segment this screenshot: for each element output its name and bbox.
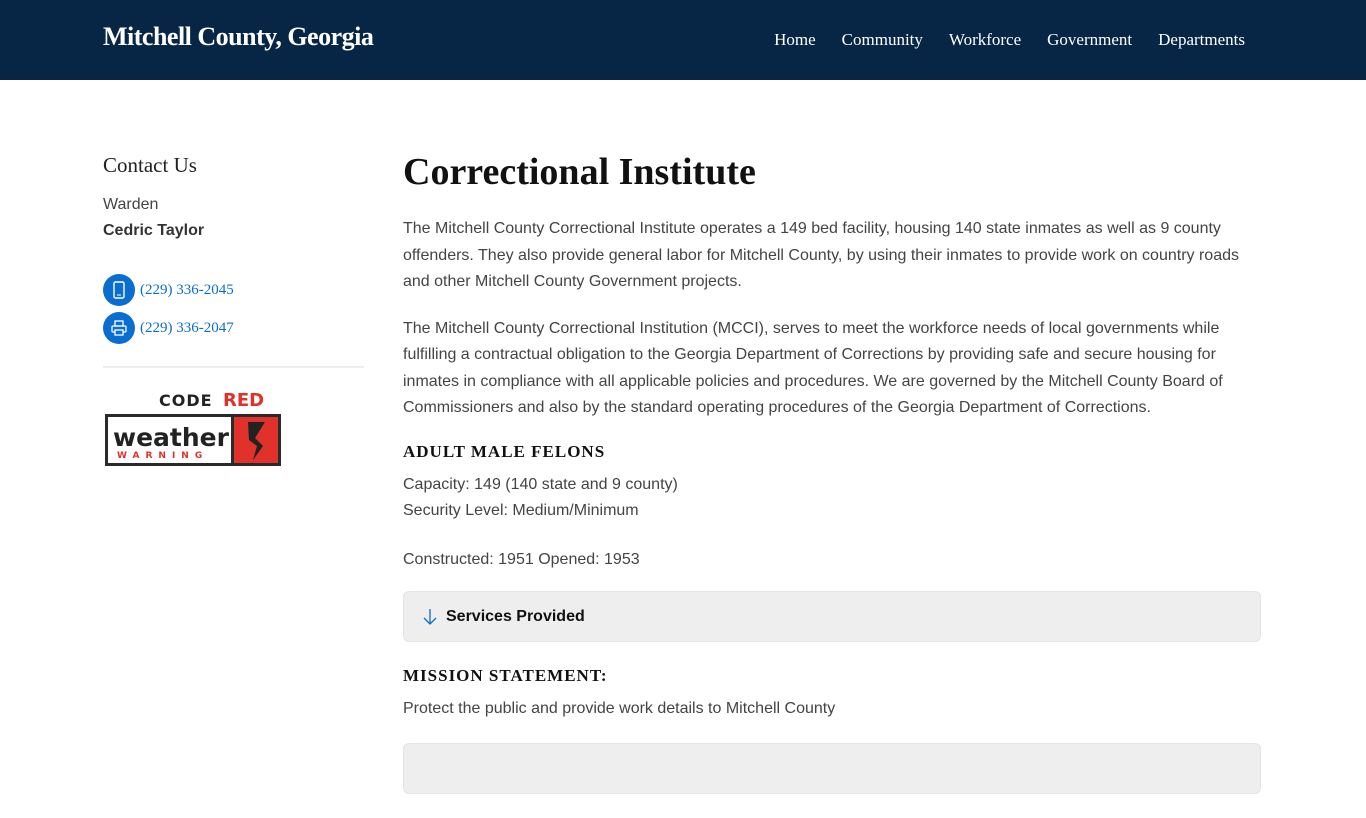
contact-name: Cedric Taylor [103,222,205,239]
services-accordion[interactable] [403,591,1261,642]
codered-weather-warning-logo[interactable] [103,390,283,475]
nav-departments[interactable]: Departments [1158,30,1245,49]
nav-community[interactable]: Community [841,30,923,49]
phone-row [103,274,364,306]
fax-icon [103,312,135,344]
nav-workforce[interactable]: Workforce [948,30,1022,49]
contact-role: Warden [103,196,159,213]
contact-heading: Contact Us [103,153,197,177]
svg-text:weather: weather [113,423,229,452]
mission-text: Protect the public and provide work details to Mitchell County [403,700,836,717]
security-text: Security Level: Medium/Minimum [403,502,639,519]
felons-heading: ADULT MALE FELONS [403,441,606,461]
constructed-text: Constructed: 1951 Opened: 1953 [403,550,640,568]
mcci-paragraph: The Mitchell County Correctional Institution (MCCI), serves to meet the workforce needs of local governments while fulfilling a contractual obligation to the Georgia Department of Corrections by providing safe and secure housing for inmates in compliance with all applicable policies and procedures. We are governed by the Mitchell County Board of Commissioners and also by the standard operating procedures of the Georgia Department of Corrections. [403,319,1223,416]
mission-heading: MISSION STATEMENT: [403,666,608,685]
accordion-title: Services Provided [446,607,585,625]
svg-text:CODE: CODE [159,391,213,410]
nav-government[interactable]: Government [1047,30,1133,49]
arrow-down-icon [422,608,438,626]
phone-link[interactable]: (229) 336-2045 [140,281,234,298]
main-content [403,150,1261,818]
page-title: Correctional Institute [403,151,756,193]
divider [103,366,364,368]
capacity-text: Capacity: 149 (140 state and 9 county) [403,475,678,493]
svg-text:WARNING: WARNING [117,451,209,461]
intro-paragraph: The Mitchell County Correctional Institute operates a 149 bed facility, housing 140 state inmates as well as 9 county offenders. They also provide general labor for Mitchell County, by using their inmates to provide work on country roads and other Mitchell County Government projects. [403,220,1239,290]
svg-text:RED: RED [223,390,265,411]
fax-row [103,312,364,344]
nav-home[interactable]: Home [774,30,816,49]
site-header [0,0,1366,80]
mobile-phone-icon [103,274,135,306]
fax-link[interactable]: (229) 336-2047 [140,319,234,336]
main-nav [774,30,1245,50]
next-accordion[interactable] [403,743,1261,794]
site-title[interactable]: Mitchell County, Georgia [103,22,374,51]
sidebar [103,153,364,475]
